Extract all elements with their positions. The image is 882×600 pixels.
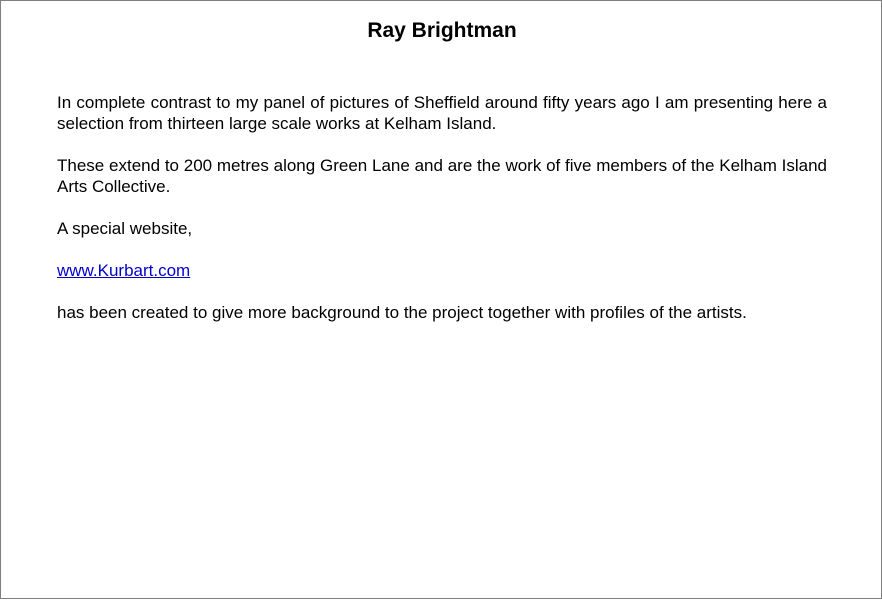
paragraph-background: has been created to give more background to the project together with profiles of the artists. <box>57 303 747 322</box>
paragraph-website-intro: A special website, <box>57 219 193 238</box>
document-body <box>57 92 827 344</box>
paragraph-extent: These extend to 200 metres along Green Lane and are the work of five members of the Kelham Island Arts Collective. <box>57 156 827 196</box>
document-title: Ray Brightman <box>367 19 517 42</box>
website-link-line <box>57 260 827 281</box>
website-link[interactable]: www.Kurbart.com <box>57 261 191 280</box>
paragraph-intro: In complete contrast to my panel of pictures of Sheffield around fifty years ago I am presenting here a selection from thirteen large scale works at Kelham Island. <box>57 93 827 133</box>
